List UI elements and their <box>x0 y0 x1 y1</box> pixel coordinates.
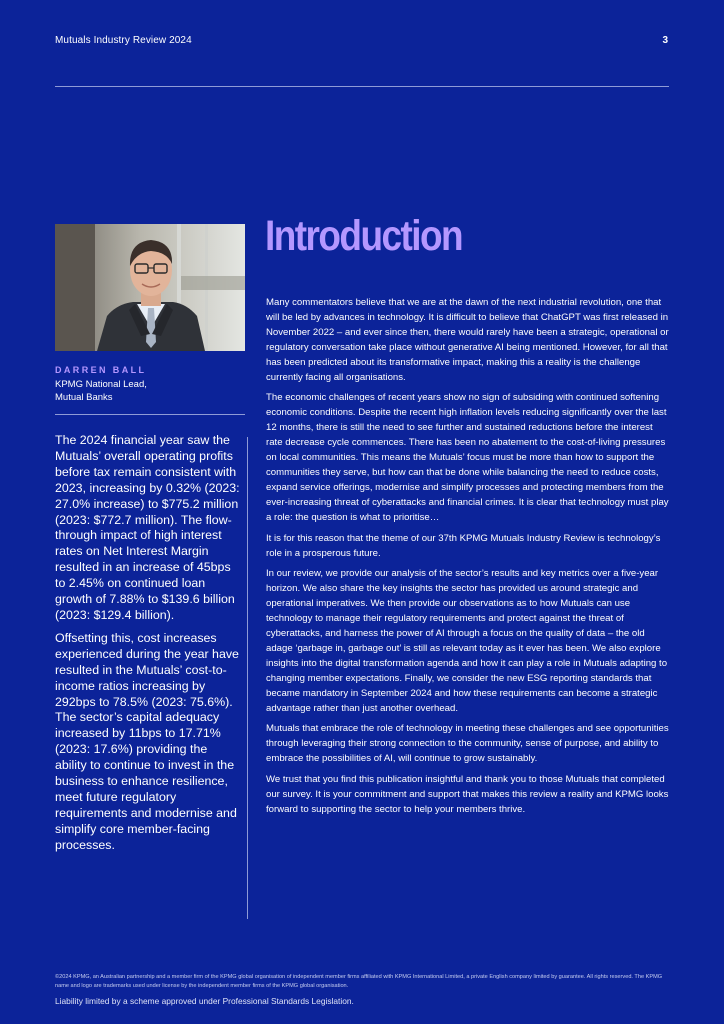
author-role-line2: Mutual Banks <box>55 392 113 403</box>
body-paragraph: It is for this reason that the theme of our 37th KPMG Mutuals Industry Review is technology’s role in a prosperous future. <box>266 532 661 559</box>
pull-quote-paragraph-1: The 2024 financial year saw the Mutuals’ overall operating profits before tax remain consistent with 2023, increasing by 0.32% (2023: 27.0% increase) to $775.2 million (2023: $772.7 million). The flow-through impact of high interest rates on Net Interest Margin resulted in an increase of 45bps to 2.45% on continued loan growth of 7.88% to $139.6 billion (2023: $129.4 billion). <box>55 433 240 622</box>
body-text <box>266 296 671 824</box>
author-role <box>55 378 245 404</box>
body-paragraph: We trust that you find this publication insightful and thank you to those Mutuals that completed our survey. It is your commitment and support that makes this review a reality and KPMG looks forward to supporting the sector to help your members thrive. <box>266 774 669 815</box>
page-number: 3 <box>662 35 668 46</box>
page-title: Introduction <box>265 212 463 260</box>
author-photo <box>55 224 245 351</box>
author-role-line1: KPMG National Lead, <box>55 379 147 390</box>
body-paragraph: The economic challenges of recent years show no sign of subsiding with continued softening economic conditions. Despite the recent high inflation levels reducing significantly over the last 12 months, there is still the need to see further and sustained reductions before the interest rate decrease cycle commences. There has been no abatement to the cost-of-living pressures on local communities. This means the Mutuals’ focus must be more than how to support the communities they serve, but how can that be done while balancing the need to reduce costs, expand service offerings, modernise and simplify processes and protecting members from the ever-increasing threat of cyberattacks and financial crimes. It is clear that technology must play a role: the question is what to prioritise… <box>266 392 669 523</box>
body-paragraph: Mutuals that embrace the role of technology in meeting these challenges and see opportunities through leveraging their strong connection to the community, sense of purpose, and ability to embrace the possibilities of AI, will continue to grow sustainably. <box>266 723 669 765</box>
body-paragraph: In our review, we provide our analysis of the sector’s results and key metrics over a five-year horizon. We also share the key insights the sector has provided us around strategic and operational imperatives. We then provide our observations as to how Mutuals can use technology to manage their regulatory requirements and protect against the threat of cyberattacks, and harness the power of AI through a focus on the quality of data – the old adage ‘garbage in, garbage out’ is still as relevant today as it ever has been. We also explore insights into the digital transformation agenda and how it can play a role in Mutuals adapting to changing member expectations. Finally, we consider the new ESG reporting standards that became mandatory in September 2024 and how these requirements can become a strategic advantage rather than just another overhead. <box>266 568 668 714</box>
legal-notice: ©2024 KPMG, an Australian partnership and a member firm of the KPMG global organisation of independent member firms affiliated with KPMG International Limited, a private English company limited by guarantee. All rights reserved. The KPMG name and logo are trademarks used under license by the independent member firms of the KPMG global organisation. <box>55 974 663 989</box>
author-name: DARREN BALL <box>55 365 147 375</box>
header-divider <box>55 86 669 87</box>
pull-quote-paragraph-2: Offsetting this, cost increases experienced during the year have resulted in the Mutuals’ cost-to-income ratios increasing by 292bps to 78.5% (2023: 75.6%). The sector’s capital adequacy increased by 11bps to 17.71% (2023: 17.6%) providing the ability to continue to invest in the business to enhance resilience, meet future regulatory requirements and modernise and simplify core member-facing processes. <box>55 630 239 852</box>
publication-title: Mutuals Industry Review 2024 <box>55 35 192 46</box>
column-divider <box>247 437 248 919</box>
liability-notice: Liability limited by a scheme approved under Professional Standards Legislation. <box>55 996 354 1006</box>
author-divider <box>55 414 245 415</box>
body-paragraph: Many commentators believe that we are at the dawn of the next industrial revolution, one that will be led by advances in technology. It is difficult to believe that ChatGPT was first released in November 2022 – and ever since then, there would rarely have been a strategic, operational or regulatory conversation take place without generative AI being mentioned. However, for all that has been predicted about its transformative impact, making this a reality is the challenge currently facing all organisations. <box>266 297 669 383</box>
pull-quote <box>55 433 240 861</box>
